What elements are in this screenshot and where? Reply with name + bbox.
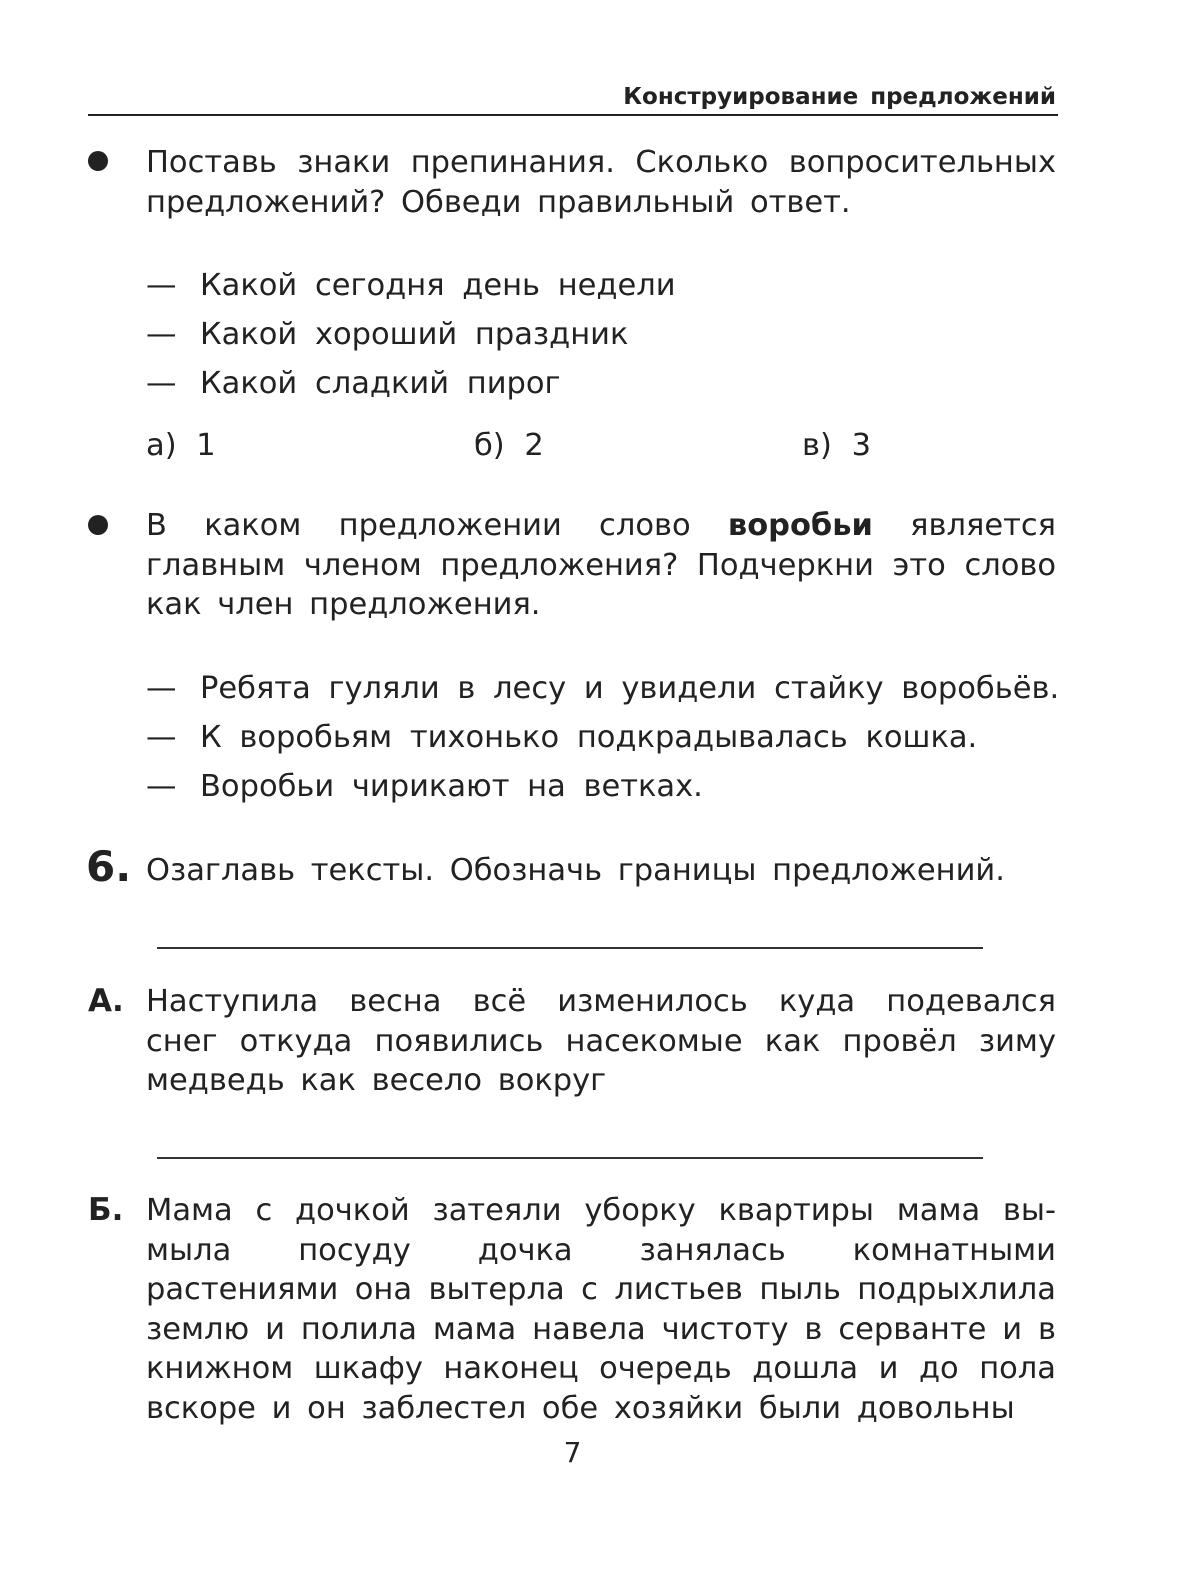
bullet-icon (88, 151, 108, 171)
answer-option-a[interactable]: а) 1 (146, 428, 216, 463)
dash: — (146, 366, 177, 401)
text-a: Наступила весна всё изменилось куда подевался снег откуда появились насекомые как провёл зиму медведь как весело вокруг (146, 984, 1056, 1098)
dash: — (146, 720, 177, 755)
dash: — (146, 268, 177, 303)
answer-options (146, 426, 1056, 466)
list-item: — Какой хороший праздник (146, 317, 629, 352)
section-title: Конструирование предложений (623, 84, 1056, 110)
question-sentences-list (146, 266, 1076, 413)
keyword: воробьи (727, 508, 873, 543)
list-item: — Какой сладкий пирог (146, 366, 561, 401)
title-answer-line-b[interactable] (157, 1157, 983, 1159)
exercise-sparrows-instruction: В каком предложении слово воробьи является главным членом предложения? Подчеркни это слово как член предложения. (146, 508, 1056, 622)
list-item: — Какой сегодня день недели (146, 268, 676, 303)
task6-instruction: Озаглавь тексты. Обозначь границы предложений. (146, 853, 1005, 888)
title-answer-line-a[interactable] (157, 947, 983, 949)
part-letter-b: Б. (88, 1192, 124, 1228)
list-item: — Ребята гуляли в лесу и увидели стайку воробьёв. (146, 671, 1060, 706)
list-item: — К воробьям тихонько подкрадывалась кошка. (146, 720, 978, 755)
dash: — (146, 769, 177, 804)
page-header (88, 80, 1058, 116)
task-number: 6. (86, 842, 132, 891)
part-letter-a: А. (88, 983, 124, 1019)
answer-option-c[interactable]: в) 3 (802, 428, 871, 463)
answer-option-b[interactable]: б) 2 (474, 428, 544, 463)
list-item: — Воробьи чирикают на ветках. (146, 769, 703, 804)
text-b: Мама с дочкой затеяли уборку квартиры мама вымыла посуду дочка занялась комнатными растениями она вытерла с листьев пыль подрыхлила землю и полила мама навела чистоту в серванте и в книжном шкафу наконец очередь дошла и до пола вскоре и он заблестел обе хозяйки были довольны (146, 1193, 1056, 1426)
dash: — (146, 317, 177, 352)
page-number: 7 (563, 1436, 582, 1469)
sparrow-sentences-list (146, 669, 1076, 816)
exercise-punctuation-instruction: Поставь знаки препинания. Сколько вопросительных предложений? Обведи правильный ответ. (146, 145, 1056, 220)
bullet-icon (88, 515, 108, 535)
dash: — (146, 671, 177, 706)
